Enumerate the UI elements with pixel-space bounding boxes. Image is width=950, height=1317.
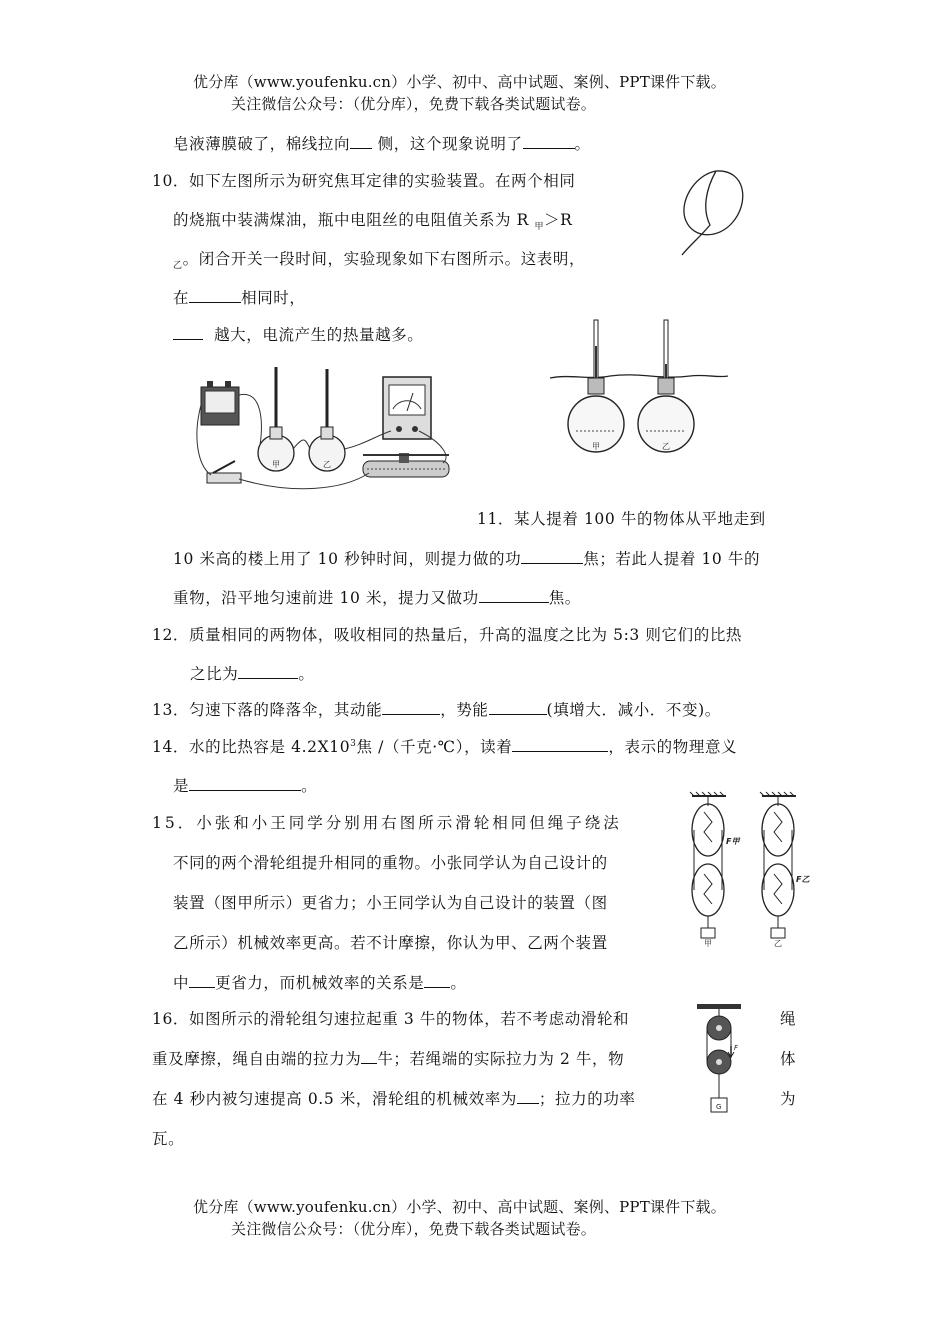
q10-line-3 xyxy=(173,247,585,271)
meter xyxy=(383,377,431,439)
question-9-tail xyxy=(173,132,591,154)
q13-blank-2 xyxy=(489,700,547,715)
q16-line-4: 瓦。 xyxy=(152,1130,185,1148)
q16-line-2-end: 体 xyxy=(780,1050,797,1068)
rheostat xyxy=(363,453,449,477)
q10-sub-yi: 乙 xyxy=(173,261,183,272)
q14-exponent: 3 xyxy=(350,739,357,749)
q13-c: (填增大．减小．不变)。 xyxy=(546,701,721,719)
q16-line-2 xyxy=(152,1047,624,1069)
soap-film-loop-figure xyxy=(676,165,756,260)
q11-blank-2 xyxy=(479,588,549,603)
q12-line-2 xyxy=(190,662,314,684)
q15-blank-1 xyxy=(189,973,215,988)
q14-blank-2 xyxy=(189,776,301,791)
q10-gt: ＞R xyxy=(544,211,573,229)
result-flask-jia xyxy=(568,320,624,452)
flask-yi xyxy=(309,369,345,471)
q11-line-1: 11．某人提着 100 牛的物体从平地走到 xyxy=(477,510,766,528)
flask-yi-label: 乙 xyxy=(323,460,331,469)
q16-line-3 xyxy=(152,1087,636,1109)
q11-line-2 xyxy=(173,547,760,569)
q16-weight-label: G xyxy=(716,1103,722,1111)
pulley-label-yi: 乙 xyxy=(774,939,782,948)
footer-line-1: 优分库（www.youfenku.cn）小学、初中、高中试题、案例、PPT课件下载。 xyxy=(193,1198,726,1216)
q10-line-2-text: 的烧瓶中装满煤油，瓶中电阻丝的电阻值关系为 R xyxy=(173,211,529,229)
q16-blank-2 xyxy=(517,1089,539,1104)
q9-text-b: 侧，这个现象说明了 xyxy=(377,135,523,153)
footer-line-2: 关注微信公众号：（优分库），免费下载各类试题试卷。 xyxy=(231,1220,597,1238)
q16-line-3-b: ；拉力的功率 xyxy=(538,1090,636,1108)
switch xyxy=(207,461,241,483)
q14-b: 焦 /（千克·℃），读着 xyxy=(356,738,513,756)
q15-blank-2 xyxy=(424,973,450,988)
q15-line-5-c: 。 xyxy=(450,974,467,992)
header-line-1: 优分库（www.youfenku.cn）小学、初中、高中试题、案例、PPT课件下载。 xyxy=(193,73,726,91)
q14-a: 14．水的比热容是 4.2X10 xyxy=(152,738,351,756)
q10-sub-jia: 甲 xyxy=(534,222,545,233)
q12-line-2-b: 。 xyxy=(298,665,315,683)
result-flask-yi xyxy=(638,320,694,452)
q11-line-3-a: 重物，沿平地匀速前进 10 米，提力又做功 xyxy=(173,589,479,607)
pulley-label-jia: 甲 xyxy=(704,939,712,948)
header-line-2: 关注微信公众号：（优分库），免费下载各类试题试卷。 xyxy=(231,95,597,113)
q10-line-4-a: 在 xyxy=(173,289,190,307)
q9-text-c: 。 xyxy=(574,135,591,153)
q13-b: ，势能 xyxy=(440,701,489,719)
joule-result-figure xyxy=(550,316,728,466)
pulley-systems-figure xyxy=(686,790,816,950)
pulley-system-yi xyxy=(760,792,810,948)
q11-line-2-b: 焦；若此人提着 10 牛的 xyxy=(583,550,761,568)
q15-line-5-a: 中 xyxy=(173,974,190,992)
pulley-system-jia xyxy=(690,792,740,948)
q13-line xyxy=(152,698,721,720)
force-label-yi: F乙 xyxy=(796,875,810,884)
q14-line-1 xyxy=(152,735,737,757)
result-label-jia: 甲 xyxy=(592,442,600,451)
q10-line-4 xyxy=(173,286,306,308)
q15-line-5-b: 更省力，而机械效率的关系是 xyxy=(215,974,425,992)
q16-line-2-b: 牛；若绳端的实际拉力为 2 牛，物 xyxy=(377,1050,625,1068)
q12-line-2-a: 之比为 xyxy=(190,665,239,683)
q10-line-2 xyxy=(173,208,572,232)
q16-line-2-a: 重及摩擦，绳自由端的拉力为 xyxy=(152,1050,362,1068)
q15-line-2: 不同的两个滑轮组提升相同的重物。小张同学认为自己设计的 xyxy=(173,854,608,872)
q11-line-3 xyxy=(173,586,581,608)
q10-line-4-b: 相同时， xyxy=(241,289,306,307)
q15-line-4: 乙所示）机械效率更高。若不计摩擦，你认为甲、乙两个装置 xyxy=(173,934,608,952)
q16-line-3-end: 为 xyxy=(780,1090,797,1108)
q9-text-a: 皂液薄膜破了，棉线拉向 xyxy=(173,135,351,153)
q11-line-2-a: 10 米高的楼上用了 10 秒钟时间，则提力做的功 xyxy=(173,550,522,568)
q12-blank xyxy=(238,664,298,679)
q12-line-1: 12．质量相同的两物体，吸收相同的热量后，升高的温度之比为 5:3 则它们的比热 xyxy=(152,626,743,644)
q16-line-1: 16．如图所示的滑轮组匀速拉起重 3 牛的物体，若不考虑动滑轮和 xyxy=(152,1010,630,1028)
q10-blank-1 xyxy=(189,288,241,303)
q9-blank-2 xyxy=(523,134,575,149)
battery xyxy=(201,381,239,425)
q16-pulley-figure xyxy=(695,1000,745,1125)
q15-line-3: 装置（图甲所示）更省力；小王同学认为自己设计的装置（图 xyxy=(173,894,608,912)
q10-line-3-text: 。闭合开关一段时间，实验现象如下右图所示。这表明， xyxy=(182,250,586,268)
q11-line-3-b: 焦。 xyxy=(548,589,581,607)
force-label-jia: F甲 xyxy=(726,837,740,846)
q16-line-3-a: 在 4 秒内被匀速提高 0.5 米，滑轮组的机械效率为 xyxy=(152,1090,517,1108)
q14-blank-1 xyxy=(512,737,608,752)
q14-e: 。 xyxy=(301,777,318,795)
q16-line-1-end: 绳 xyxy=(780,1010,797,1028)
q14-c: ，表示的物理意义 xyxy=(608,738,738,756)
q15-line-5 xyxy=(173,971,467,993)
q14-d: 是 xyxy=(173,777,190,795)
q14-line-2 xyxy=(173,774,317,796)
q16-force-label: F xyxy=(734,1044,739,1052)
q13-blank-1 xyxy=(382,700,440,715)
flask-jia-label: 甲 xyxy=(272,460,280,469)
result-label-yi: 乙 xyxy=(662,442,670,451)
q9-blank-1 xyxy=(350,134,372,149)
q10-line-5 xyxy=(173,323,423,345)
q10-line-5-text: 越大，电流产生的热量越多。 xyxy=(214,326,424,344)
q10-blank-2 xyxy=(173,325,203,340)
flask-jia xyxy=(258,367,294,471)
q10-line-1: 10．如下左图所示为研究焦耳定律的实验装置。在两个相同 xyxy=(152,172,576,190)
q13-a: 13．匀速下落的降落伞，其动能 xyxy=(152,701,383,719)
q16-blank-1 xyxy=(361,1049,377,1064)
q15-line-1: 15．小张和小王同学分别用右图所示滑轮相同但绳子绕法 xyxy=(152,814,622,832)
q11-blank-1 xyxy=(521,549,583,564)
joule-apparatus-figure xyxy=(193,365,458,510)
